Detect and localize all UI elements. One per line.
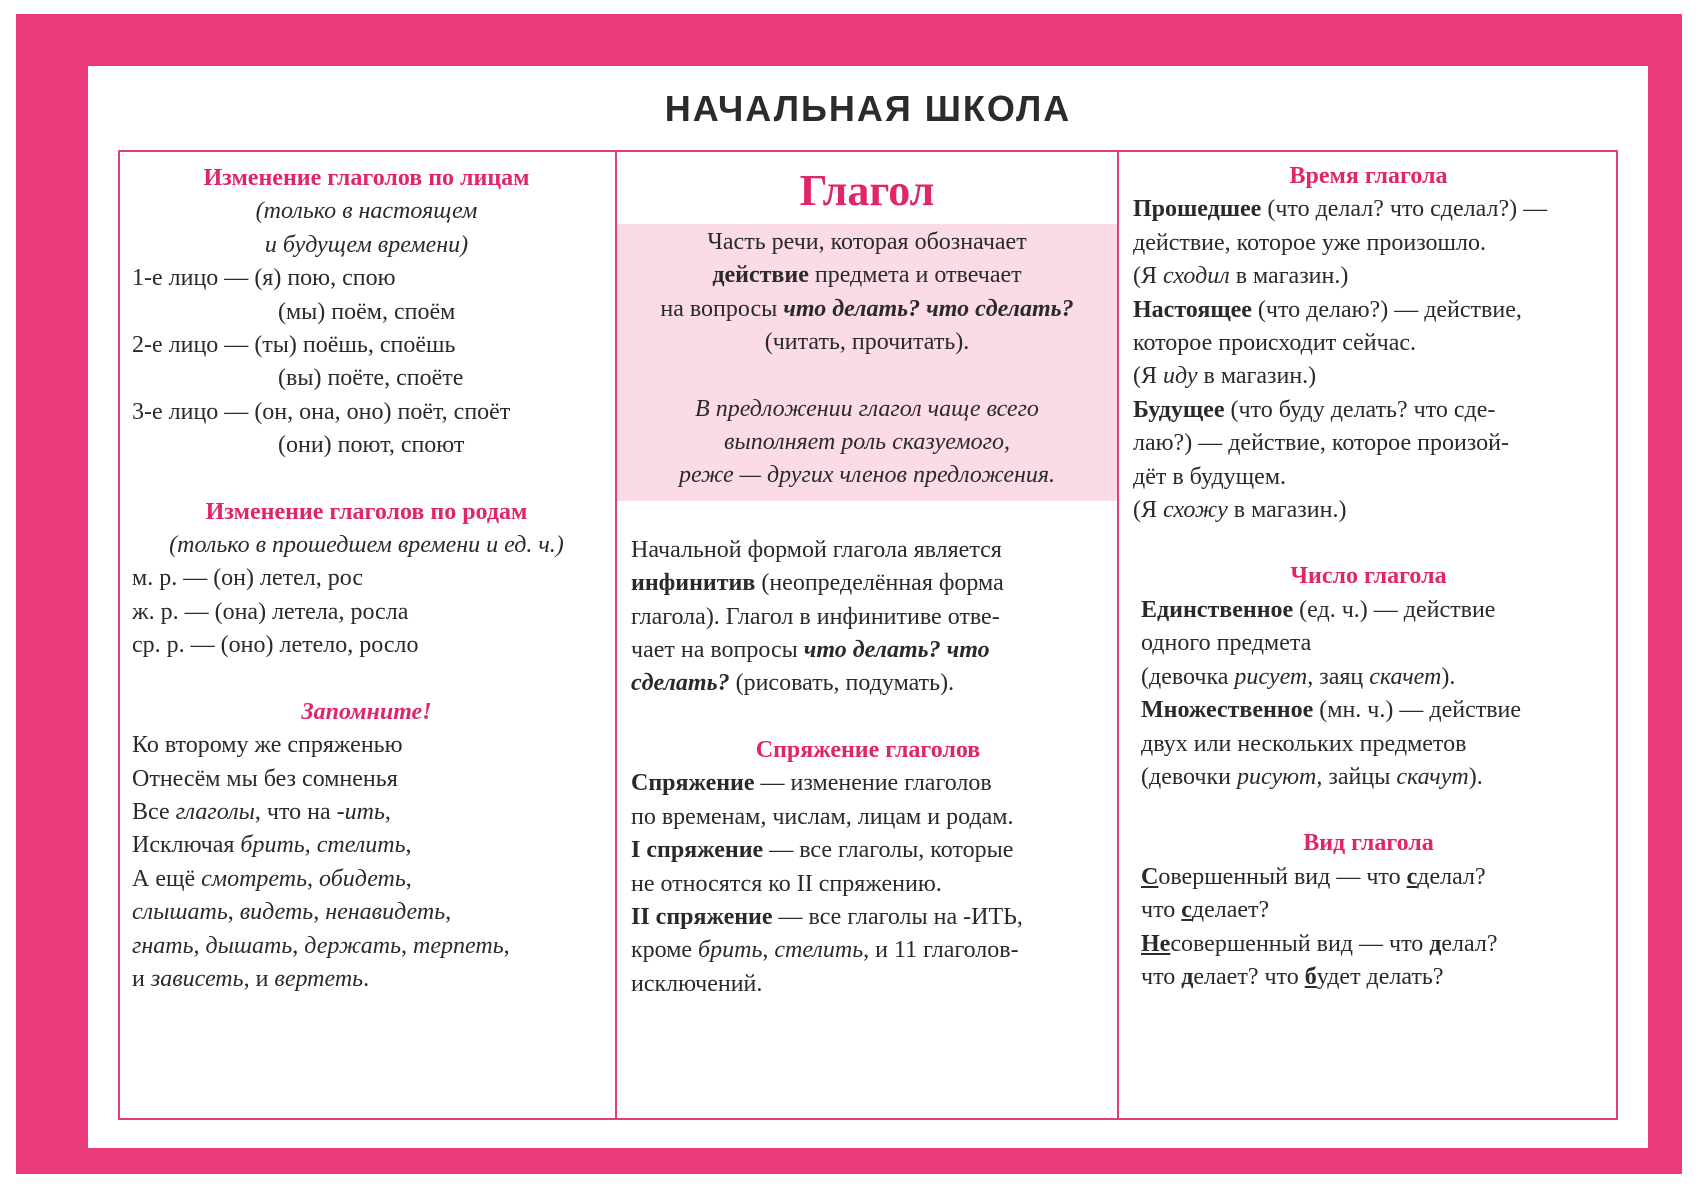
tense-line: (Я схожу в магазин.) xyxy=(1133,497,1347,524)
role-line: В предложении глагол чаще всего xyxy=(695,395,1039,422)
left-column xyxy=(120,152,617,1118)
gender-row: ср. р. — (оно) летело, росло xyxy=(132,632,419,659)
number-heading: Число глагола xyxy=(1290,563,1447,590)
pink-frame xyxy=(16,14,1682,1174)
poem-line: Все глаголы, что на -ить, xyxy=(132,798,391,825)
conjugation-line: не относятся ко II спряжению. xyxy=(631,870,942,897)
gender-row: м. р. — (он) летел, рос xyxy=(132,565,364,592)
conjugation-line: I спряжение — все глаголы, которые xyxy=(631,837,1014,864)
aspect-line: что сделает? xyxy=(1141,897,1270,924)
tense-line: Настоящее (что делаю?) — действие, xyxy=(1133,296,1522,323)
main-title: Глагол xyxy=(799,166,935,215)
definition-line: на вопросы что делать? что сделать? xyxy=(660,295,1074,322)
poem-line: А ещё смотреть, обидеть, xyxy=(132,865,412,892)
number-line: (девочка рисует, заяц скачет). xyxy=(1141,663,1456,690)
role-line: выполняет роль сказуемого, xyxy=(724,429,1010,456)
infinitive-line: глагола). Глагол в инфинитиве отве- xyxy=(631,603,1000,630)
tense-line: Будущее (что буду делать? что сде- xyxy=(1133,396,1496,423)
poster-sheet xyxy=(88,66,1648,1148)
aspect-line: Несовершенный вид — что делал? xyxy=(1141,930,1498,957)
conjugation-heading: Спряжение глаголов xyxy=(755,736,981,763)
conjugation-line: Спряжение — изменение глаголов xyxy=(631,770,992,797)
number-line: двух или нескольких предметов xyxy=(1141,730,1467,757)
tense-line: Прошедшее (что делал? что сделал?) — xyxy=(1133,196,1548,223)
tense-line: дёт в будущем. xyxy=(1133,463,1286,490)
aspect-line: Совершенный вид — что сделал? xyxy=(1141,863,1486,890)
poem-line: Исключая брить, стелить, xyxy=(132,832,412,859)
persons-heading: Изменение глаголов по лицам xyxy=(203,165,530,191)
number-line: одного предмета xyxy=(1141,630,1312,657)
conjugation-line: II спряжение — все глаголы на -ИТЬ, xyxy=(631,903,1023,930)
conjugation-line: кроме брить, стелить, и 11 глаголов- xyxy=(631,937,1019,964)
definition-box xyxy=(617,224,1117,501)
person-row: 3-е лицо — (он, она, оно) поёт, споёт xyxy=(132,398,511,425)
gender-heading: Изменение глаголов по родам xyxy=(205,498,528,525)
poem-line: Ко второму же спряженью xyxy=(132,732,403,759)
right-column xyxy=(1119,152,1616,1118)
tense-heading: Время глагола xyxy=(1289,163,1448,189)
person-row: 2-е лицо — (ты) поёшь, споёшь xyxy=(132,332,456,359)
conjugation-line: исключений. xyxy=(631,970,763,997)
persons-note: и будущем времени) xyxy=(264,231,469,258)
rules-table xyxy=(118,150,1618,1120)
person-row: (они) поют, споют xyxy=(278,432,465,459)
persons-note: (только в настоящем xyxy=(255,198,478,225)
poem-line: Отнесём мы без сомненья xyxy=(132,765,398,792)
poem-line: слышать, видеть, ненавидеть, xyxy=(132,899,452,926)
conjugation-line: по временам, числам, лицам и родам. xyxy=(631,803,1014,830)
aspect-heading: Вид глагола xyxy=(1303,830,1434,857)
infinitive-line: сделать? (рисовать, подумать). xyxy=(631,670,955,697)
definition-line: Часть речи, которая обозначает xyxy=(707,229,1027,255)
poem-line: гнать, дышать, держать, терпеть, xyxy=(132,932,510,959)
number-line: (девочки рисуют, зайцы скачут). xyxy=(1141,763,1483,790)
number-line: Множественное (мн. ч.) — действие xyxy=(1141,697,1522,724)
person-row: (вы) поёте, споёте xyxy=(278,365,464,392)
tense-line: (Я иду в магазин.) xyxy=(1133,363,1317,390)
person-row: (мы) поём, споём xyxy=(278,298,456,325)
tense-line: лаю?) — действие, которое произой- xyxy=(1133,430,1509,457)
definition-line: (читать, прочитать). xyxy=(764,329,970,356)
tense-line: действие, которое уже произошло. xyxy=(1133,229,1487,256)
remember-heading: Запомните! xyxy=(301,698,432,725)
infinitive-line: инфинитив (неопределённая форма xyxy=(631,570,1004,597)
role-line: реже — других членов предложения. xyxy=(678,462,1056,489)
infinitive-line: Начальной формой глагола является xyxy=(631,536,1002,563)
infinitive-line: чает на вопросы что делать? что xyxy=(631,637,990,664)
person-row: 1-е лицо — (я) пою, спою xyxy=(132,265,396,292)
tense-line: которое происходит сейчас. xyxy=(1133,330,1417,357)
definition-line: действие предмета и отвечает xyxy=(712,262,1022,289)
middle-column xyxy=(617,152,1119,1118)
poem-line: и зависеть, и вертеть. xyxy=(132,965,370,992)
tense-line: (Я сходил в магазин.) xyxy=(1133,263,1349,290)
gender-row: ж. р. — (она) летела, росла xyxy=(132,598,409,625)
number-line: Единственное (ед. ч.) — действие xyxy=(1141,596,1496,623)
gender-note: (только в прошедшем времени и ед. ч.) xyxy=(169,532,564,559)
page-title: НАЧАЛЬНАЯ ШКОЛА xyxy=(664,88,1072,129)
aspect-line: что делает? что будет делать? xyxy=(1141,963,1444,990)
